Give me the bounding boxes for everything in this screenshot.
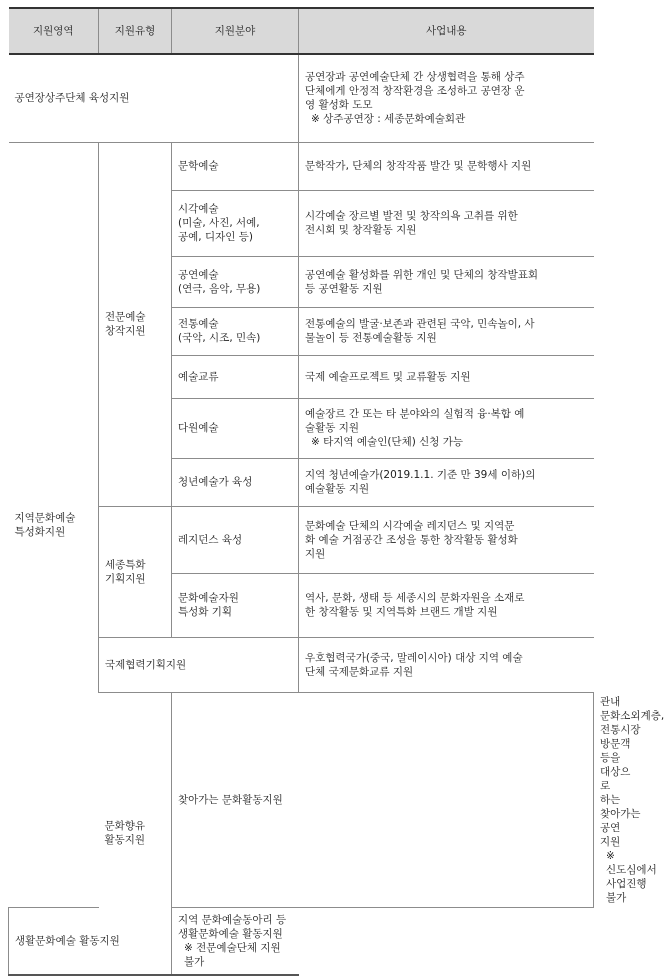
content-cell xyxy=(299,398,594,458)
content-line: ※ 타지역 예술인(단체) 신청 가능 xyxy=(311,436,464,448)
field-cell: 문학예술 xyxy=(172,142,299,190)
table-row xyxy=(9,907,594,975)
content-line: ※ 전문예술단체 지원 불가 xyxy=(184,941,281,968)
content-line: 문학작가, 단체의 창작작품 발간 및 문학행사 지원 xyxy=(305,160,532,172)
content-line: 등 공연활동 지원 xyxy=(305,282,383,295)
content-line: 우호협력국가(중국, 말레이시아) 대상 지역 예술 xyxy=(305,651,523,664)
content-line: 전통예술의 발굴·보존과 관련된 국악, 민속놀이, 사 xyxy=(305,318,535,330)
content-line: 지원 xyxy=(305,547,326,560)
content-line: 예술활동 지원 xyxy=(305,483,370,495)
content-cell xyxy=(299,637,594,692)
content-line: 역사, 문화, 생태 등 세종시의 문화자원을 소재로 xyxy=(305,592,525,604)
content-line: 문화예술 단체의 시각예술 레지던스 및 지역문 xyxy=(305,519,515,532)
content-line: 전시회 및 창작활동 지원 xyxy=(305,224,417,236)
content-line: 예술장르 간 또는 타 분야와의 실험적 융·복합 예 xyxy=(305,408,525,420)
content-line: 지역 문화예술동아리 등 생활문화예술 활동지원 xyxy=(178,913,287,940)
content-line: ※ 상주공연장 : 세종문화예술회관 xyxy=(311,113,466,126)
table-row: 문화향유 활동지원 찾아가는 문화활동지원 관내 문화소외계층, 전통시장 방문객 등을 대상으 로 하는 찾아가는 공연 지원 ※ 신도심에서 사업진행 불가 xyxy=(9,692,594,907)
content-line: 지역 청년예술가(2019.1.1. 기준 만 39세 이하)의 xyxy=(305,469,536,481)
field-cell: 다원예술 xyxy=(172,398,299,458)
content-cell xyxy=(299,190,594,256)
field-cell: 예술교류 xyxy=(172,355,299,398)
content-cell xyxy=(299,573,594,637)
area-cell: 문화향유 활동지원 xyxy=(99,692,172,975)
field-cell: 시각예술 (미술, 사진, 서예, 공예, 디자인 등) xyxy=(172,190,299,256)
field-cell: 문화예술자원 특성화 기획 xyxy=(172,573,299,637)
field-cell: 공연예술 (연극, 음악, 무용) xyxy=(172,256,299,307)
field-cell: 전통예술 (국악, 시조, 민속) xyxy=(172,307,299,355)
content-cell xyxy=(299,458,594,506)
content-line: 술활동 지원 xyxy=(305,422,360,434)
header-type: 지원유형 xyxy=(99,8,172,54)
field-cell: 레지던스 육성 xyxy=(172,506,299,573)
content-line: 국제 예술프로젝트 및 교류활동 지원 xyxy=(305,370,471,383)
content-cell xyxy=(172,907,299,975)
field-cell: 청년예술가 육성 xyxy=(172,458,299,506)
content-line: 시각예술 장르별 발전 및 창작의욕 고취를 위한 xyxy=(305,210,518,222)
area-cell: 공연장상주단체 육성지원 xyxy=(9,54,299,142)
type-cell: 국제협력기획지원 xyxy=(99,637,299,692)
content-cell xyxy=(299,54,594,142)
content-cell xyxy=(299,506,594,573)
table-row xyxy=(9,54,594,142)
content-line: 공연장과 공연예술단체 간 상생협력을 통해 상주 xyxy=(305,71,525,84)
type-cell: 세종특화 기획지원 xyxy=(99,506,172,637)
content-line: 단체 국제문화교류 지원 xyxy=(305,665,414,678)
header-area: 지원영역 xyxy=(9,8,99,54)
table-row xyxy=(9,142,594,190)
type-cell: 전문예술 창작지원 xyxy=(99,142,172,506)
content-cell xyxy=(299,142,594,190)
table-header-row xyxy=(9,8,594,54)
type-cell: 찾아가는 문화활동지원 xyxy=(172,692,594,907)
content-line: 영 활성화 도모 xyxy=(305,99,373,112)
content-cell xyxy=(299,256,594,307)
header-content: 사업내용 xyxy=(299,8,594,54)
content-line: 화 예술 거점공간 조성을 통한 창작활동 활성화 xyxy=(305,533,518,546)
content-line: 공연예술 활성화를 위한 개인 및 단체의 창작발표회 xyxy=(305,268,539,281)
type-cell: 생활문화예술 활동지원 xyxy=(9,907,172,975)
area-cell: 지역문화예술 특성화지원 xyxy=(9,142,99,907)
content-line: 물놀이 등 전통예술활동 지원 xyxy=(305,332,437,344)
content-cell xyxy=(299,355,594,398)
content-cell xyxy=(299,307,594,355)
support-program-table xyxy=(8,7,664,976)
content-line: 단체에게 안정적 창작환경을 조성하고 공연장 운 xyxy=(305,85,525,98)
header-field: 지원분야 xyxy=(172,8,299,54)
content-line: 한 창작활동 및 지역특화 브랜드 개발 지원 xyxy=(305,606,498,618)
content-line: ※ 신도심에서 사업진행 불가 xyxy=(606,849,657,904)
